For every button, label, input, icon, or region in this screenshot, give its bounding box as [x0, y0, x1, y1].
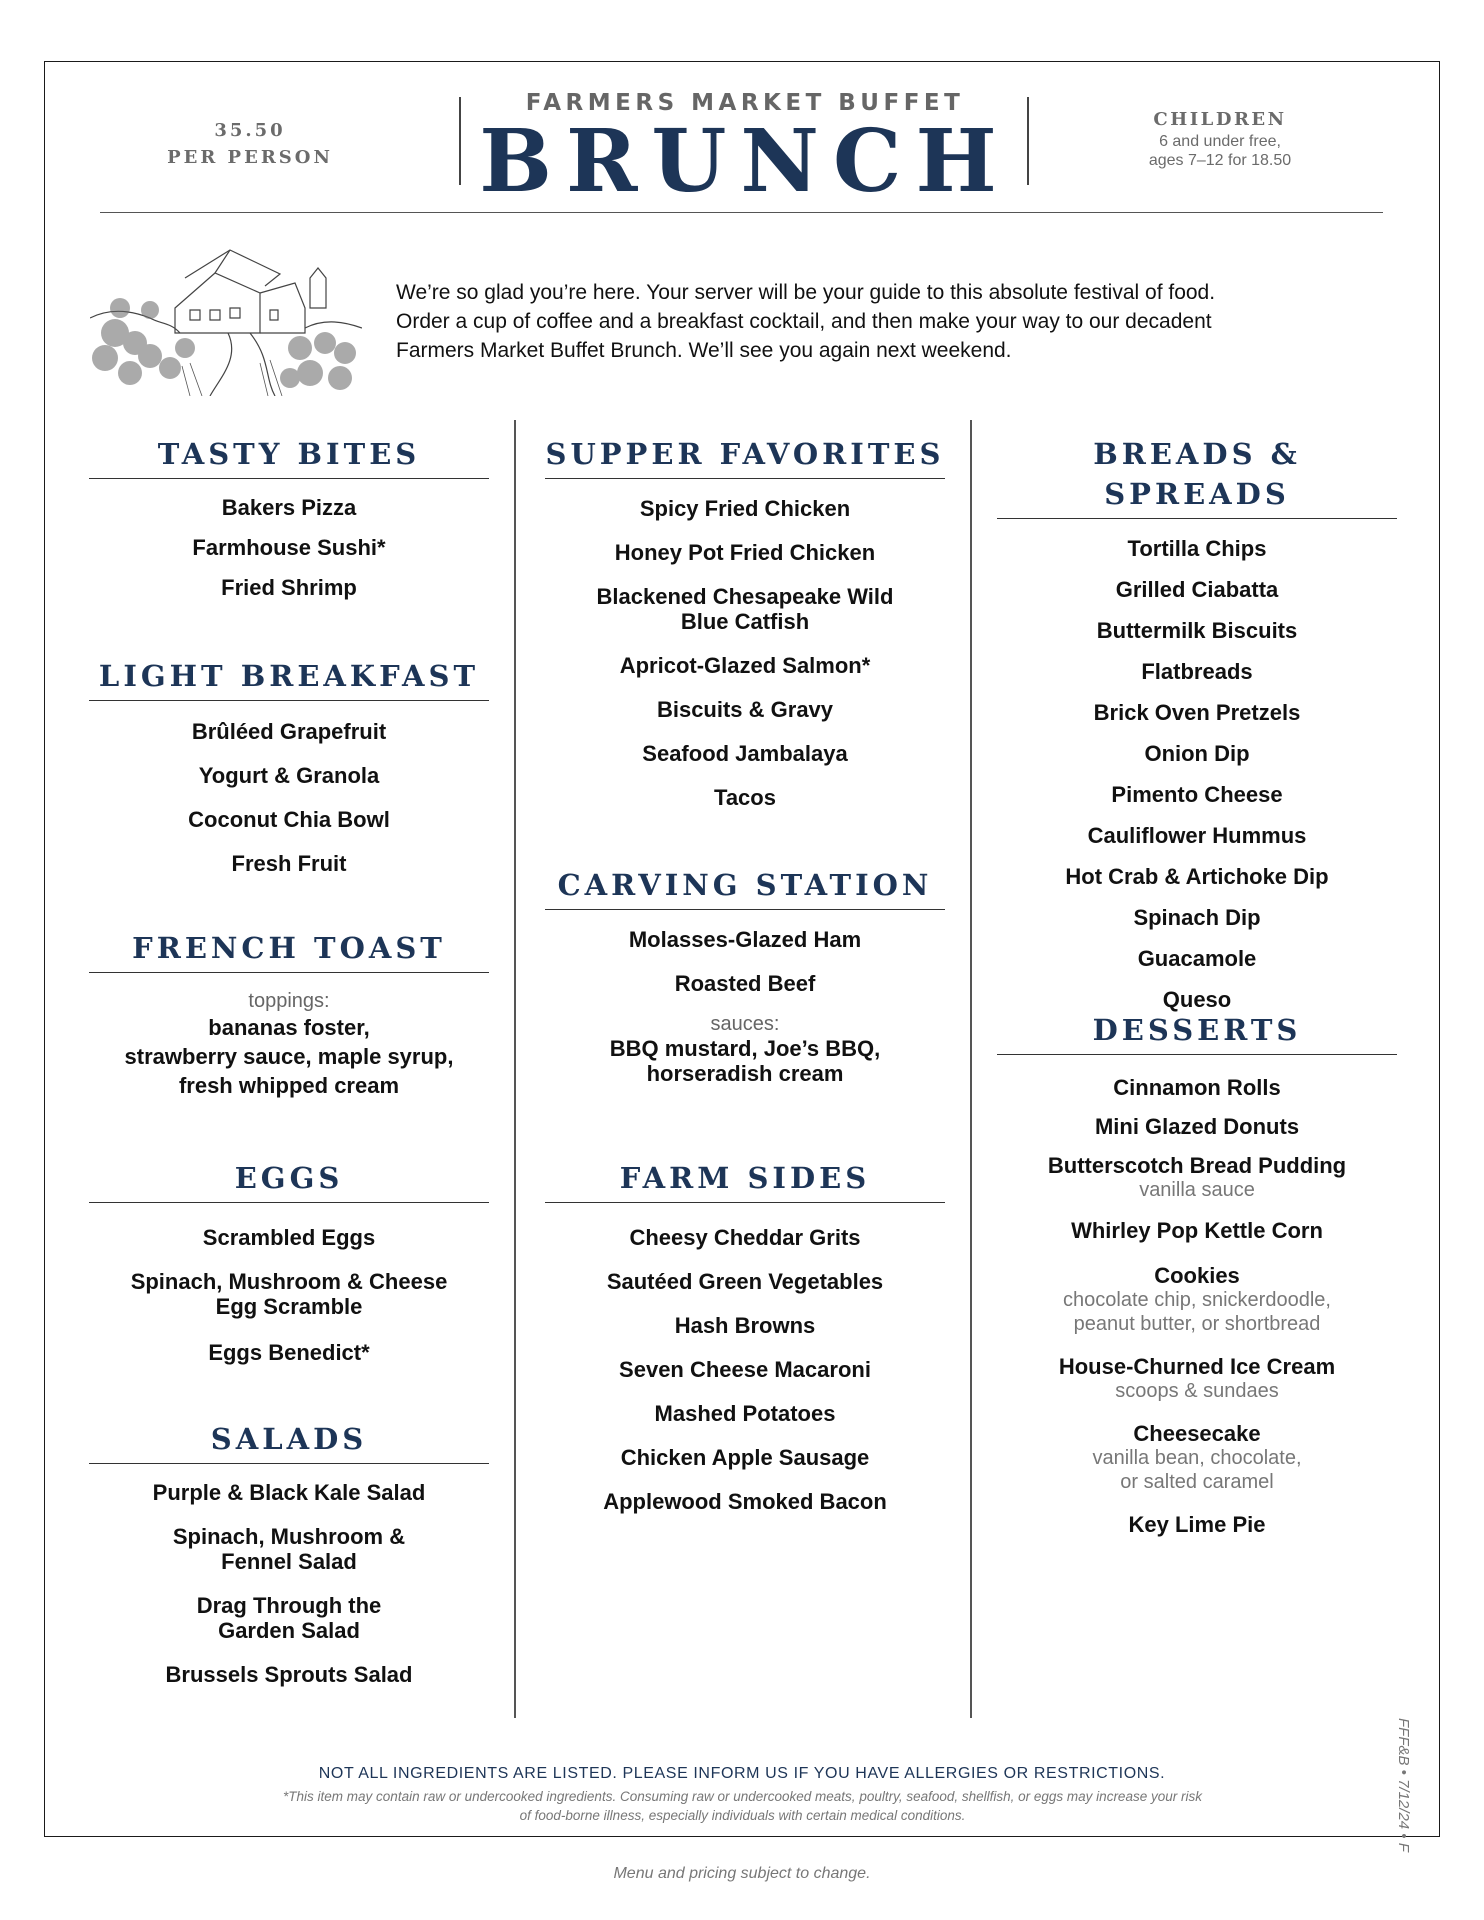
section-title: LIGHT BREAKFAST — [89, 656, 489, 701]
header-divider-left — [459, 97, 461, 185]
menu-item: Egg Scramble — [215, 1294, 363, 1319]
menu-item: Cookies — [1154, 1263, 1240, 1288]
children-heading: CHILDREN — [1153, 109, 1287, 130]
menu-item: Cinnamon Rolls — [1113, 1075, 1281, 1100]
section-carving-station — [545, 865, 945, 1086]
section-title: EGGS — [89, 1158, 489, 1203]
section-farm-sides — [545, 1158, 945, 1514]
section-light-breakfast — [89, 656, 489, 876]
menu-item: Hash Browns — [674, 1313, 816, 1338]
menu-item: Chicken Apple Sausage — [620, 1445, 870, 1470]
menu-item: Sautéed Green Vegetables — [606, 1269, 884, 1294]
section-supper-favorites — [545, 434, 945, 810]
section-french-toast — [89, 928, 489, 1100]
section-title: TASTY BITES — [89, 434, 489, 479]
item-note: vanilla sauce — [1139, 1179, 1255, 1201]
column-divider-2 — [970, 420, 972, 1718]
menu-item: Mashed Potatoes — [654, 1401, 836, 1426]
children-line-2: ages 7–12 for 18.50 — [1148, 152, 1292, 169]
toppings-label: toppings: — [248, 990, 330, 1012]
item-note: chocolate chip, snickerdoodle, — [1063, 1289, 1331, 1311]
raw-food-disclaimer — [150, 1787, 1335, 1825]
menu-item: Flatbreads — [1141, 659, 1253, 684]
farmhouse-sketch-illustration — [90, 238, 362, 396]
disclaimer-line-2: of food-borne illness, especially individuals with certain medical conditions. — [519, 1808, 966, 1823]
menu-item: Cheesy Cheddar Grits — [629, 1225, 861, 1250]
menu-item: Fried Shrimp — [221, 575, 357, 600]
toppings-line: fresh whipped cream — [178, 1073, 400, 1098]
item-note: scoops & sundaes — [1115, 1380, 1279, 1402]
menu-item: Garden Salad — [218, 1618, 360, 1643]
menu-item: Cheesecake — [1133, 1421, 1261, 1446]
menu-item: Brussels Sprouts Salad — [165, 1662, 413, 1687]
allergy-notice: NOT ALL INGREDIENTS ARE LISTED. PLEASE INFORM US IF YOU HAVE ALLERGIES OR RESTRICTIONS. — [318, 1765, 1166, 1782]
menu-item: Seafood Jambalaya — [642, 741, 848, 766]
section-title: SUPPER FAVORITES — [545, 434, 945, 479]
menu-item: Spinach, Mushroom & — [172, 1524, 406, 1549]
menu-item: Spinach, Mushroom & Cheese — [130, 1269, 448, 1294]
menu-item: Eggs Benedict* — [208, 1340, 370, 1365]
menu-item: Fresh Fruit — [231, 851, 347, 876]
menu-item: Yogurt & Granola — [198, 763, 380, 788]
menu-item: Brûléed Grapefruit — [191, 719, 387, 744]
intro-line-1: We’re so glad you’re here. Your server will be your guide to this absolute festival of food. — [396, 281, 1216, 304]
sauces-label: sauces: — [710, 1013, 780, 1035]
price-block — [150, 117, 350, 171]
menu-item: Hot Crab & Artichoke Dip — [1065, 864, 1329, 889]
sauces-line: BBQ mustard, Joe’s BBQ, — [609, 1036, 881, 1061]
menu-item: Purple & Black Kale Salad — [152, 1480, 426, 1505]
menu-item: Tortilla Chips — [1127, 536, 1267, 561]
menu-item: Blue Catfish — [680, 609, 810, 634]
menu-item: Blackened Chesapeake Wild — [596, 584, 894, 609]
section-title: FRENCH TOAST — [89, 928, 489, 973]
menu-item: Spicy Fried Chicken — [639, 496, 851, 521]
section-breads-spreads — [997, 434, 1397, 1012]
section-title: FARM SIDES — [545, 1158, 945, 1203]
section-title: DESSERTS — [997, 1010, 1397, 1055]
menu-item: Coconut Chia Bowl — [188, 807, 390, 832]
children-line-1: 6 and under free, — [1159, 133, 1281, 150]
section-title: CARVING STATION — [545, 865, 945, 910]
menu-item: Brick Oven Pretzels — [1093, 700, 1301, 725]
section-title: SALADS — [89, 1419, 489, 1464]
intro-line-3: Farmers Market Buffet Brunch. We’ll see you again next weekend. — [396, 339, 1012, 362]
menu-title: BRUNCH — [479, 111, 1011, 212]
menu-item: House-Churned Ice Cream — [1058, 1354, 1336, 1379]
intro-paragraph — [396, 278, 1396, 365]
menu-item: Scrambled Eggs — [202, 1225, 376, 1250]
price: 35.50 — [214, 120, 286, 141]
section-title: BREADS & SPREADS — [997, 434, 1397, 519]
menu-item: Molasses-Glazed Ham — [628, 927, 862, 952]
menu-item: Roasted Beef — [674, 971, 816, 996]
toppings-line: strawberry sauce, maple syrup, — [124, 1044, 454, 1069]
menu-item: Grilled Ciabatta — [1115, 577, 1279, 602]
menu-item: Cauliflower Hummus — [1087, 823, 1307, 848]
disclaimer-line-1: *This item may contain raw or undercooked ingredients. Consuming raw or undercooked meats, poultry, seafood, shellfish, or eggs may increase your risk — [283, 1789, 1202, 1804]
menu-item: Guacamole — [1137, 946, 1257, 971]
menu-item: Queso — [1162, 987, 1232, 1012]
menu-item: Drag Through the — [196, 1593, 382, 1618]
menu-item: Biscuits & Gravy — [656, 697, 834, 722]
pricing-note: Menu and pricing subject to change. — [613, 1865, 871, 1882]
menu-item: Fennel Salad — [221, 1549, 357, 1574]
section-eggs — [89, 1158, 489, 1365]
menu-code: FFF&B • 7/12/24 • F — [1395, 1718, 1412, 1852]
item-note: or salted caramel — [1120, 1471, 1274, 1493]
section-desserts — [997, 1010, 1397, 1537]
menu-item: Spinach Dip — [1133, 905, 1261, 930]
sauces-line: horseradish cream — [646, 1061, 844, 1086]
price-unit: PER PERSON — [167, 147, 333, 168]
menu-item: Whirley Pop Kettle Corn — [1071, 1218, 1323, 1243]
column-divider-1 — [514, 420, 516, 1718]
menu-title-block — [470, 90, 1020, 212]
menu-item: Mini Glazed Donuts — [1094, 1114, 1300, 1139]
toppings-line: bananas foster, — [208, 1015, 370, 1040]
item-note: peanut butter, or shortbread — [1073, 1313, 1321, 1335]
menu-subtitle: FARMERS MARKET BUFFET — [525, 90, 965, 116]
menu-item: Apricot-Glazed Salmon* — [619, 653, 871, 678]
item-note: vanilla bean, chocolate, — [1092, 1447, 1302, 1469]
children-pricing — [1100, 108, 1340, 170]
menu-item: Pimento Cheese — [1111, 782, 1283, 807]
menu-item: Farmhouse Sushi* — [192, 535, 386, 560]
menu-item: Key Lime Pie — [1128, 1512, 1266, 1537]
menu-item: Buttermilk Biscuits — [1096, 618, 1298, 643]
menu-item: Applewood Smoked Bacon — [603, 1489, 887, 1514]
section-salads — [89, 1419, 489, 1687]
menu-item: Onion Dip — [1144, 741, 1250, 766]
header-divider-right — [1027, 97, 1029, 185]
header-rule — [100, 212, 1383, 213]
menu-item: Butterscotch Bread Pudding — [1047, 1153, 1347, 1178]
menu-item: Bakers Pizza — [221, 495, 357, 520]
menu-item: Honey Pot Fried Chicken — [614, 540, 876, 565]
section-tasty-bites — [89, 434, 489, 600]
intro-line-2: Order a cup of coffee and a breakfast cocktail, and then make your way to our decadent — [396, 310, 1212, 333]
menu-item: Tacos — [714, 785, 776, 810]
menu-item: Seven Cheese Macaroni — [619, 1357, 871, 1382]
